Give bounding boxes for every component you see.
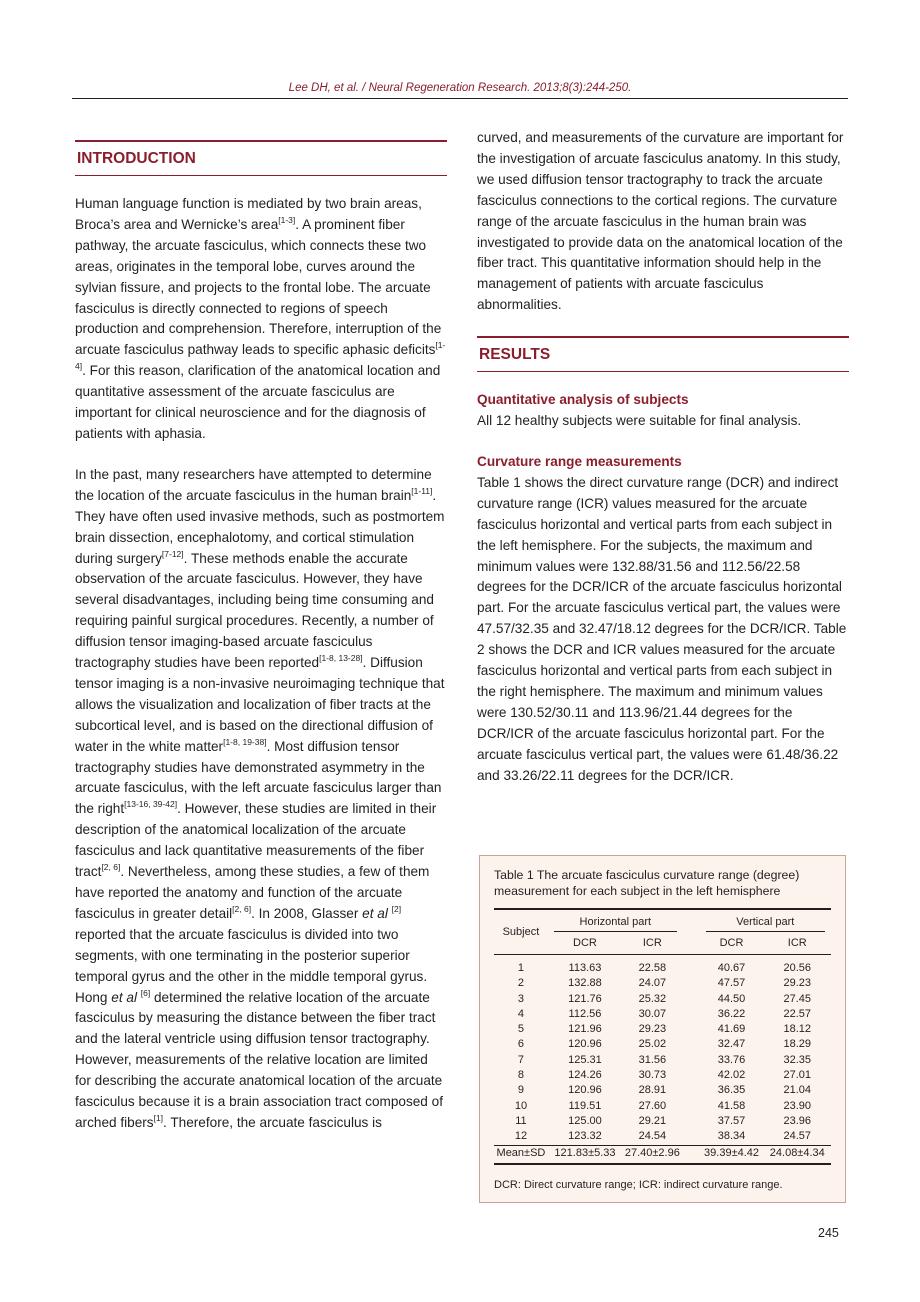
text-run: . A prominent fiber pathway, the arcuate fasciculus, which connects these two areas, originates in the temporal lobe, curves around the sylvian fissure, and projects to the frontal lobe. The arcuate fasciculus is directly connected to regions of speech production and comprehension. Therefore, interruption of the arcuate fasciculus pathway leads to specific aphasic deficits (75, 216, 442, 358)
row-label-cell: 12 (514, 1130, 528, 1143)
table-row (494, 1099, 831, 1114)
col-group-horizontal-label: Horizontal part (554, 911, 677, 932)
subsection-heading-curvature: Curvature range measurements (477, 453, 682, 469)
value-cell: 120.96 (568, 1038, 602, 1051)
col-header-v-icr: ICR (764, 932, 831, 955)
table-row (494, 1068, 831, 1083)
table-row (494, 976, 831, 991)
running-head: Lee DH, et al. / Neural Regeneration Research. 2013;8(3):244-250. (288, 82, 632, 94)
col-header-h-icr: ICR (622, 932, 683, 955)
value-cell: 38.34 (717, 1130, 746, 1143)
text-run: . These methods enable the accurate observation of the arcuate fasciculus. However, they have several disadvantages, including being time consuming and requiring painful surgical procedures. Recently, a number of diffusion tensor imaging-based arcuate fasciculus tractography studies have been reported (75, 550, 434, 671)
text-run: . However, these studies are limited in their description of the anatomical localization of the arcuate fasciculus and lack quantitative measurements of the fiber tract (75, 801, 437, 880)
row-label-cell: 2 (517, 977, 525, 990)
col-header-v-dcr: DCR (700, 932, 764, 955)
col-header-h-dcr: DCR (548, 932, 622, 955)
col-gap (683, 910, 700, 932)
value-cell: 125.31 (568, 1053, 602, 1066)
page-number: 245 (818, 1226, 839, 1240)
subsection-text-subjects: All 12 healthy subjects were suitable for final analysis. (477, 413, 802, 429)
col-gap (683, 1007, 700, 1022)
row-label-cell: 6 (517, 1038, 525, 1051)
text-run: In the past, many researchers have attempted to determine the location of the arcuate fasciculus in the human brain (75, 466, 432, 503)
value-cell: 29.23 (783, 977, 812, 990)
row-label-cell: 5 (517, 1023, 525, 1036)
row-label-cell: 1 (517, 962, 525, 974)
introduction-paragraph-1 (75, 194, 447, 445)
table-row (494, 1007, 831, 1022)
table-1-caption: Table 1 The arcuate fasciculus curvature range (degree) measurement for each subject in the left hemisphere (494, 868, 800, 898)
introduction-heading: INTRODUCTION (77, 150, 196, 167)
header-rule (72, 98, 848, 99)
value-cell: 121.96 (568, 1023, 602, 1036)
col-gap (683, 1099, 700, 1114)
row-label-cell: 9 (517, 1084, 525, 1097)
row-label-cell: 10 (514, 1099, 528, 1112)
value-cell: 24.57 (783, 1130, 812, 1143)
italic-text: et al (111, 989, 137, 1005)
col-gap (683, 1068, 700, 1083)
left-column (75, 128, 447, 1154)
value-cell: 27.60 (638, 1099, 667, 1112)
value-cell: 121.76 (568, 992, 602, 1005)
results-subsection-subjects (477, 390, 849, 432)
citation-superscript: [1] (153, 1112, 164, 1123)
col-gap (683, 1114, 700, 1129)
value-cell: 123.32 (568, 1130, 602, 1143)
col-gap (683, 1145, 700, 1164)
citation-superscript: [2] (391, 903, 402, 914)
value-cell: 24.54 (638, 1130, 667, 1143)
row-label-cell: 11 (515, 1114, 527, 1127)
table-1-body (494, 955, 831, 1164)
value-cell: 28.91 (638, 1084, 667, 1097)
value-cell: 119.51 (568, 1099, 602, 1112)
text-run: . Most diffusion tensor tractography studies have demonstrated asymmetry in the arcuate fasciculus, with the left arcuate fasciculus larger than the right (75, 738, 442, 817)
citation-superscript: [1-3] (278, 214, 296, 225)
col-gap (683, 1083, 700, 1098)
value-cell: 29.21 (638, 1114, 667, 1127)
text-run: . Diffusion tensor imaging is a non-invasive neuroimaging technique that allows the visualization and localization of fiber tracts at the subcortical level, and is based on the directional diffusion of water in the white matter (75, 655, 445, 754)
col-gap (683, 1053, 700, 1068)
col-gap (683, 976, 700, 991)
table-row (494, 1022, 831, 1037)
value-cell: 41.69 (717, 1023, 746, 1036)
value-cell: 21.04 (783, 1084, 812, 1097)
value-cell: 33.76 (717, 1053, 746, 1066)
value-cell: 44.50 (717, 992, 746, 1005)
value-cell: 30.07 (638, 1007, 667, 1020)
row-label-cell: 8 (517, 1069, 525, 1082)
citation-superscript: [1-4] (75, 340, 446, 372)
col-gap (683, 992, 700, 1007)
value-cell: 37.57 (717, 1114, 746, 1127)
table-row-mean-sd (494, 1145, 831, 1164)
table-row (494, 1037, 831, 1052)
introduction-section-header (75, 140, 447, 176)
col-group-vertical-label: Vertical part (706, 911, 825, 932)
text-run: . Therefore, the arcuate fasciculus is (163, 1114, 382, 1130)
value-cell: 25.32 (638, 992, 667, 1005)
value-cell: 40.67 (717, 962, 746, 974)
value-cell: 32.47 (717, 1038, 746, 1051)
value-cell: 23.96 (783, 1114, 812, 1127)
col-gap (683, 955, 700, 977)
value-cell: 20.56 (783, 962, 812, 974)
value-cell: 120.96 (568, 1084, 602, 1097)
table-1-data (494, 910, 831, 1165)
value-cell: 27.01 (783, 1069, 812, 1082)
value-cell: 41.58 (717, 1099, 746, 1112)
value-cell: 29.23 (638, 1023, 667, 1036)
section-rule-bottom (75, 175, 447, 176)
value-cell: 47.57 (717, 977, 746, 990)
citation-superscript: [1-8, 13-28] (319, 653, 363, 664)
value-cell: 125.00 (568, 1114, 602, 1127)
right-column (477, 128, 849, 806)
citation-superscript: [7-12] (161, 548, 184, 559)
table-row (494, 1129, 831, 1145)
citation-superscript: [2, 6] (101, 862, 121, 873)
section-rule-bottom (477, 371, 849, 372)
citation-superscript: [6] (140, 987, 151, 998)
col-gap (683, 1129, 700, 1145)
value-cell: 31.56 (638, 1053, 667, 1066)
value-cell: 124.26 (568, 1069, 602, 1082)
text-run: Human language function is mediated by two brain areas, Broca’s area and Wernicke’s area (75, 196, 422, 232)
value-cell: 18.29 (783, 1038, 812, 1051)
citation-superscript: [13-16, 39-42] (124, 799, 178, 810)
value-cell: 24.08±4.34 (764, 1145, 831, 1164)
value-cell: 36.22 (717, 1007, 746, 1020)
value-cell: 113.63 (568, 962, 602, 974)
value-cell: 27.45 (783, 992, 812, 1005)
text-run: reported that the arcuate fasciculus is divided into two segments, with one terminating in the posterior superior temporal gyrus and the other in the middle temporal gyrus. Hong (75, 926, 428, 1005)
citation-superscript: [1-8, 19-38] (223, 736, 267, 747)
introduction-paragraph-2 (75, 465, 447, 1134)
value-cell: 36.35 (717, 1084, 746, 1097)
value-cell: 132.88 (568, 977, 602, 990)
row-label-cell: Mean±SD (494, 1145, 548, 1164)
value-cell: 121.83±5.33 (548, 1145, 622, 1164)
citation-superscript: [1-11] (411, 485, 433, 496)
value-cell: 42.02 (717, 1069, 746, 1082)
results-heading: RESULTS (479, 346, 551, 364)
value-cell: 30.73 (638, 1069, 667, 1082)
value-cell: 23.90 (783, 1099, 812, 1112)
table-row (494, 992, 831, 1007)
row-label-cell: 4 (517, 1007, 525, 1020)
italic-text: et al (362, 905, 388, 921)
row-label-cell: 7 (517, 1053, 525, 1066)
value-cell: 18.12 (783, 1023, 812, 1036)
col-group-vertical (700, 910, 831, 932)
results-subsection-curvature (477, 452, 849, 787)
col-gap (683, 932, 700, 955)
table-1 (479, 855, 846, 1203)
table-row (494, 1114, 831, 1129)
table-row (494, 1083, 831, 1098)
subsection-heading-subjects: Quantitative analysis of subjects (477, 392, 689, 408)
row-label-cell: 3 (517, 992, 525, 1005)
subsection-text-curvature: Table 1 shows the direct curvature range (DCR) and indirect curvature range (ICR) values measured for the arcuate fasciculus horizontal and vertical parts from each subject in the left hemisphere. For the subjects, the maximum and minimum values were 132.88/31.56 and 112.56/22.58 degrees for the DCR/ICR of the arcuate fasciculus horizontal part. For the arcuate fasciculus vertical part, the values were 47.57/32.35 and 32.47/18.12 degrees for the DCR/ICR. Table 2 shows the DCR and ICR values measured for the arcuate fasciculus horizontal and vertical parts from each subject in the right hemisphere. The maximum and minimum values were 130.52/30.11 and 113.96/21.44 degrees for the DCR/ICR of the arcuate fasciculus horizontal part. For the arcuate fasciculus vertical part, the values were 61.48/36.22 and 33.26/22.11 degrees for the DCR/ICR. (477, 474, 847, 783)
introduction-paragraph-continued: curved, and measurements of the curvature are important for the investigation of arcuate fasciculus anatomy. In this study, we used diffusion tensor tractography to track the arcuate fasciculus connections to the cortical regions. The curvature range of the arcuate fasciculus in the human brain was investigated to provide data on the anatomical location of the fiber tract. This quantitative information should help in the management of patients with arcuate fasciculus abnormalities. (477, 130, 844, 313)
value-cell: 39.39±4.42 (700, 1145, 764, 1164)
text-run: . They have often used invasive methods, such as postmortem brain dissection, encephalotomy, and cortical stimulation during surgery (75, 487, 445, 566)
table-row (494, 1053, 831, 1068)
text-run: determined the relative location of the arcuate fasciculus by measuring the distance between the fiber tract and the lateral ventricle using diffusion tensor tractography. However, measurements of the relative location are limited for describing the accurate anatomical location of the arcuate fasciculus because it is a brain association tract composed of arched fibers (75, 989, 443, 1130)
value-cell: 32.35 (783, 1053, 812, 1066)
value-cell: 22.57 (783, 1007, 812, 1020)
text-run: . In 2008, Glasser (251, 905, 363, 921)
value-cell: 112.56 (568, 1007, 602, 1020)
table-1-footnote: DCR: Direct curvature range; ICR: indirect curvature range. (494, 1178, 783, 1191)
col-group-horizontal (548, 910, 683, 932)
table-row (494, 955, 831, 977)
citation-superscript: [2, 6] (232, 903, 252, 914)
value-cell: 22.58 (638, 962, 667, 974)
value-cell: 24.07 (638, 977, 667, 990)
results-section-header (477, 336, 849, 372)
col-gap (683, 1037, 700, 1052)
col-header-subject: Subject (494, 910, 548, 955)
col-gap (683, 1022, 700, 1037)
text-run: . For this reason, clarification of the anatomical location and quantitative assessment of the arcuate fasciculus are important for clinical neuroscience and for the diagnosis of patients with aphasia. (75, 363, 441, 441)
value-cell: 27.40±2.96 (622, 1145, 683, 1164)
value-cell: 25.02 (638, 1038, 667, 1051)
text-run: . Nevertheless, among these studies, a few of them have reported the anatomy and function of the arcuate fasciculus in greater detail (75, 864, 430, 921)
